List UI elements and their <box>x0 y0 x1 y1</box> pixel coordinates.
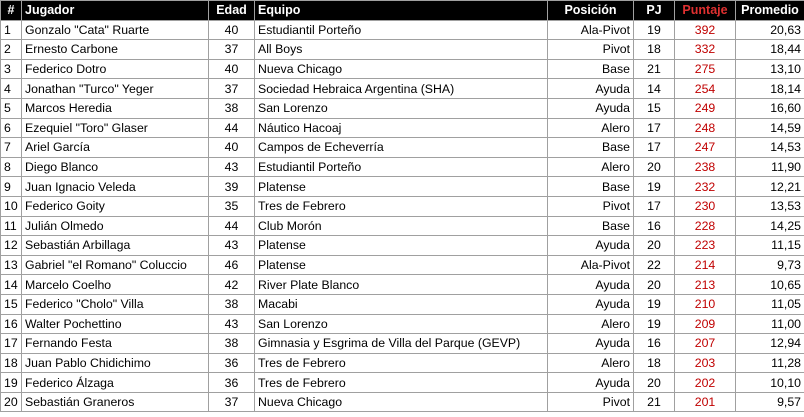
cell-rank[interactable]: 5 <box>1 98 22 118</box>
cell-position[interactable]: Ayuda <box>548 334 634 354</box>
table-body <box>1 20 804 412</box>
cell-points[interactable]: 201 <box>675 392 736 412</box>
cell-player[interactable]: Gabriel "el Romano" Coluccio <box>22 255 209 275</box>
cell-team[interactable]: Tres de Febrero <box>255 196 548 216</box>
table-row <box>1 255 804 275</box>
cell-team[interactable]: San Lorenzo <box>255 98 548 118</box>
cell-age[interactable]: 40 <box>209 138 255 158</box>
cell-age[interactable]: 44 <box>209 118 255 138</box>
cell-age[interactable]: 36 <box>209 353 255 373</box>
cell-age[interactable]: 44 <box>209 216 255 236</box>
cell-position[interactable]: Alero <box>548 118 634 138</box>
cell-points[interactable]: 207 <box>675 334 736 354</box>
cell-rank[interactable]: 16 <box>1 314 22 334</box>
cell-position[interactable]: Alero <box>548 314 634 334</box>
table-row <box>1 196 804 216</box>
cell-team[interactable]: River Plate Blanco <box>255 275 548 295</box>
cell-points[interactable]: 238 <box>675 157 736 177</box>
cell-team[interactable]: Nueva Chicago <box>255 392 548 412</box>
cell-rank[interactable]: 9 <box>1 177 22 197</box>
cell-points[interactable]: 228 <box>675 216 736 236</box>
cell-player[interactable]: Julián Olmedo <box>22 216 209 236</box>
table-row <box>1 294 804 314</box>
cell-position[interactable]: Pivot <box>548 392 634 412</box>
cell-age[interactable]: 46 <box>209 255 255 275</box>
cell-position[interactable]: Base <box>548 177 634 197</box>
cell-rank[interactable]: 15 <box>1 294 22 314</box>
cell-position[interactable]: Ayuda <box>548 236 634 256</box>
cell-team[interactable]: Platense <box>255 236 548 256</box>
cell-points[interactable]: 223 <box>675 236 736 256</box>
table-row <box>1 353 804 373</box>
cell-team[interactable]: Náutico Hacoaj <box>255 118 548 138</box>
cell-average[interactable]: 14,25 <box>736 216 804 236</box>
cell-age[interactable]: 40 <box>209 59 255 79</box>
cell-rank[interactable]: 11 <box>1 216 22 236</box>
table-row <box>1 334 804 354</box>
cell-games[interactable]: 16 <box>634 216 675 236</box>
header-age[interactable]: Edad <box>209 1 255 21</box>
cell-rank[interactable]: 12 <box>1 236 22 256</box>
table-row <box>1 275 804 295</box>
cell-points[interactable]: 254 <box>675 79 736 99</box>
cell-games[interactable]: 18 <box>634 40 675 60</box>
cell-player[interactable]: Federico Álzaga <box>22 373 209 393</box>
cell-rank[interactable]: 8 <box>1 157 22 177</box>
cell-age[interactable]: 37 <box>209 392 255 412</box>
cell-position[interactable]: Ala-Pivot <box>548 255 634 275</box>
cell-games[interactable]: 19 <box>634 177 675 197</box>
cell-team[interactable]: Platense <box>255 255 548 275</box>
cell-points[interactable]: 248 <box>675 118 736 138</box>
header-games[interactable]: PJ <box>634 1 675 21</box>
cell-age[interactable]: 43 <box>209 157 255 177</box>
cell-team[interactable]: San Lorenzo <box>255 314 548 334</box>
cell-team[interactable]: Club Morón <box>255 216 548 236</box>
cell-games[interactable]: 20 <box>634 236 675 256</box>
table-row <box>1 98 804 118</box>
cell-rank[interactable]: 2 <box>1 40 22 60</box>
table-row <box>1 177 804 197</box>
cell-average[interactable]: 13,10 <box>736 59 804 79</box>
cell-position[interactable]: Base <box>548 138 634 158</box>
cell-games[interactable]: 21 <box>634 392 675 412</box>
cell-games[interactable]: 19 <box>634 20 675 40</box>
cell-position[interactable]: Base <box>548 216 634 236</box>
cell-games[interactable]: 21 <box>634 59 675 79</box>
cell-player[interactable]: Gonzalo "Cata" Ruarte <box>22 20 209 40</box>
cell-rank[interactable]: 1 <box>1 20 22 40</box>
table-row <box>1 314 804 334</box>
table-row <box>1 118 804 138</box>
table-row <box>1 236 804 256</box>
cell-age[interactable]: 39 <box>209 177 255 197</box>
cell-average[interactable]: 11,90 <box>736 157 804 177</box>
cell-rank[interactable]: 18 <box>1 353 22 373</box>
cell-average[interactable]: 12,21 <box>736 177 804 197</box>
cell-age[interactable]: 43 <box>209 236 255 256</box>
cell-position[interactable]: Base <box>548 59 634 79</box>
cell-points[interactable]: 214 <box>675 255 736 275</box>
cell-points[interactable]: 232 <box>675 177 736 197</box>
cell-games[interactable]: 14 <box>634 79 675 99</box>
cell-points[interactable]: 213 <box>675 275 736 295</box>
cell-games[interactable]: 18 <box>634 353 675 373</box>
cell-games[interactable]: 19 <box>634 294 675 314</box>
cell-player[interactable]: Jonathan "Turco" Yeger <box>22 79 209 99</box>
cell-team[interactable]: All Boys <box>255 40 548 60</box>
header-position[interactable]: Posición <box>548 1 634 21</box>
cell-team[interactable]: Sociedad Hebraica Argentina (SHA) <box>255 79 548 99</box>
cell-player[interactable]: Juan Ignacio Veleda <box>22 177 209 197</box>
cell-average[interactable]: 18,14 <box>736 79 804 99</box>
cell-position[interactable]: Ayuda <box>548 275 634 295</box>
cell-rank[interactable]: 19 <box>1 373 22 393</box>
header-points[interactable]: Puntaje <box>675 1 736 21</box>
cell-team[interactable]: Macabi <box>255 294 548 314</box>
cell-rank[interactable]: 17 <box>1 334 22 354</box>
cell-position[interactable]: Ala-Pivot <box>548 20 634 40</box>
cell-games[interactable]: 17 <box>634 118 675 138</box>
cell-average[interactable]: 14,59 <box>736 118 804 138</box>
cell-games[interactable]: 19 <box>634 314 675 334</box>
cell-position[interactable]: Alero <box>548 157 634 177</box>
table-row <box>1 157 804 177</box>
cell-points[interactable]: 275 <box>675 59 736 79</box>
cell-rank[interactable]: 14 <box>1 275 22 295</box>
cell-player[interactable]: Juan Pablo Chidichimo <box>22 353 209 373</box>
cell-team[interactable]: Campos de Echeverría <box>255 138 548 158</box>
cell-player[interactable]: Sebastián Arbillaga <box>22 236 209 256</box>
table-row <box>1 373 804 393</box>
cell-rank[interactable]: 7 <box>1 138 22 158</box>
cell-games[interactable]: 16 <box>634 334 675 354</box>
cell-player[interactable]: Ernesto Carbone <box>22 40 209 60</box>
cell-player[interactable]: Ezequiel "Toro" Glaser <box>22 118 209 138</box>
cell-team[interactable]: Estudiantil Porteño <box>255 157 548 177</box>
cell-games[interactable]: 20 <box>634 373 675 393</box>
cell-average[interactable]: 11,00 <box>736 314 804 334</box>
cell-points[interactable]: 247 <box>675 138 736 158</box>
cell-points[interactable]: 332 <box>675 40 736 60</box>
cell-average[interactable]: 13,53 <box>736 196 804 216</box>
table-row <box>1 79 804 99</box>
cell-age[interactable]: 37 <box>209 79 255 99</box>
header-average[interactable]: Promedio <box>736 1 804 21</box>
cell-average[interactable]: 9,73 <box>736 255 804 275</box>
header-row <box>1 1 804 21</box>
cell-games[interactable]: 20 <box>634 275 675 295</box>
cell-team[interactable]: Estudiantil Porteño <box>255 20 548 40</box>
cell-position[interactable]: Pivot <box>548 40 634 60</box>
cell-average[interactable]: 11,15 <box>736 236 804 256</box>
cell-player[interactable]: Marcos Heredia <box>22 98 209 118</box>
cell-rank[interactable]: 4 <box>1 79 22 99</box>
cell-team[interactable]: Tres de Febrero <box>255 353 548 373</box>
cell-average[interactable]: 11,28 <box>736 353 804 373</box>
cell-points[interactable]: 230 <box>675 196 736 216</box>
cell-player[interactable]: Federico "Cholo" Villa <box>22 294 209 314</box>
cell-age[interactable]: 42 <box>209 275 255 295</box>
cell-position[interactable]: Ayuda <box>548 79 634 99</box>
cell-games[interactable]: 17 <box>634 196 675 216</box>
header-rank[interactable]: # <box>1 1 22 21</box>
cell-team[interactable]: Gimnasia y Esgrima de Villa del Parque (GEVP) <box>255 334 548 354</box>
cell-average[interactable]: 20,63 <box>736 20 804 40</box>
cell-team[interactable]: Nueva Chicago <box>255 59 548 79</box>
cell-player[interactable]: Federico Goity <box>22 196 209 216</box>
table-row <box>1 216 804 236</box>
cell-age[interactable]: 37 <box>209 40 255 60</box>
cell-position[interactable]: Ayuda <box>548 98 634 118</box>
cell-rank[interactable]: 20 <box>1 392 22 412</box>
table-row <box>1 20 804 40</box>
cell-average[interactable]: 16,60 <box>736 98 804 118</box>
cell-age[interactable]: 35 <box>209 196 255 216</box>
cell-age[interactable]: 36 <box>209 373 255 393</box>
table-row <box>1 40 804 60</box>
cell-rank[interactable]: 3 <box>1 59 22 79</box>
cell-average[interactable]: 14,53 <box>736 138 804 158</box>
cell-average[interactable]: 9,57 <box>736 392 804 412</box>
cell-age[interactable]: 38 <box>209 294 255 314</box>
table-row <box>1 59 804 79</box>
cell-average[interactable]: 18,44 <box>736 40 804 60</box>
cell-age[interactable]: 38 <box>209 334 255 354</box>
cell-points[interactable]: 210 <box>675 294 736 314</box>
cell-points[interactable]: 203 <box>675 353 736 373</box>
cell-team[interactable]: Tres de Febrero <box>255 373 548 393</box>
cell-games[interactable]: 22 <box>634 255 675 275</box>
cell-average[interactable]: 12,94 <box>736 334 804 354</box>
cell-games[interactable]: 20 <box>634 157 675 177</box>
table-row <box>1 392 804 412</box>
cell-points[interactable]: 249 <box>675 98 736 118</box>
cell-age[interactable]: 38 <box>209 98 255 118</box>
cell-points[interactable]: 202 <box>675 373 736 393</box>
cell-player[interactable]: Marcelo Coelho <box>22 275 209 295</box>
cell-player[interactable]: Ariel García <box>22 138 209 158</box>
cell-average[interactable]: 10,10 <box>736 373 804 393</box>
table-row <box>1 138 804 158</box>
cell-rank[interactable]: 6 <box>1 118 22 138</box>
cell-average[interactable]: 11,05 <box>736 294 804 314</box>
header-team[interactable]: Equipo <box>255 1 548 21</box>
cell-games[interactable]: 17 <box>634 138 675 158</box>
cell-games[interactable]: 15 <box>634 98 675 118</box>
cell-team[interactable]: Platense <box>255 177 548 197</box>
cell-player[interactable]: Sebastián Graneros <box>22 392 209 412</box>
cell-player[interactable]: Walter Pochettino <box>22 314 209 334</box>
cell-player[interactable]: Diego Blanco <box>22 157 209 177</box>
cell-points[interactable]: 209 <box>675 314 736 334</box>
cell-position[interactable]: Pivot <box>548 196 634 216</box>
cell-age[interactable]: 43 <box>209 314 255 334</box>
cell-rank[interactable]: 10 <box>1 196 22 216</box>
cell-rank[interactable]: 13 <box>1 255 22 275</box>
cell-points[interactable]: 392 <box>675 20 736 40</box>
cell-player[interactable]: Fernando Festa <box>22 334 209 354</box>
cell-position[interactable]: Alero <box>548 353 634 373</box>
header-player[interactable]: Jugador <box>22 1 209 21</box>
cell-age[interactable]: 40 <box>209 20 255 40</box>
cell-position[interactable]: Ayuda <box>548 294 634 314</box>
cell-player[interactable]: Federico Dotro <box>22 59 209 79</box>
cell-position[interactable]: Ayuda <box>548 373 634 393</box>
cell-average[interactable]: 10,65 <box>736 275 804 295</box>
